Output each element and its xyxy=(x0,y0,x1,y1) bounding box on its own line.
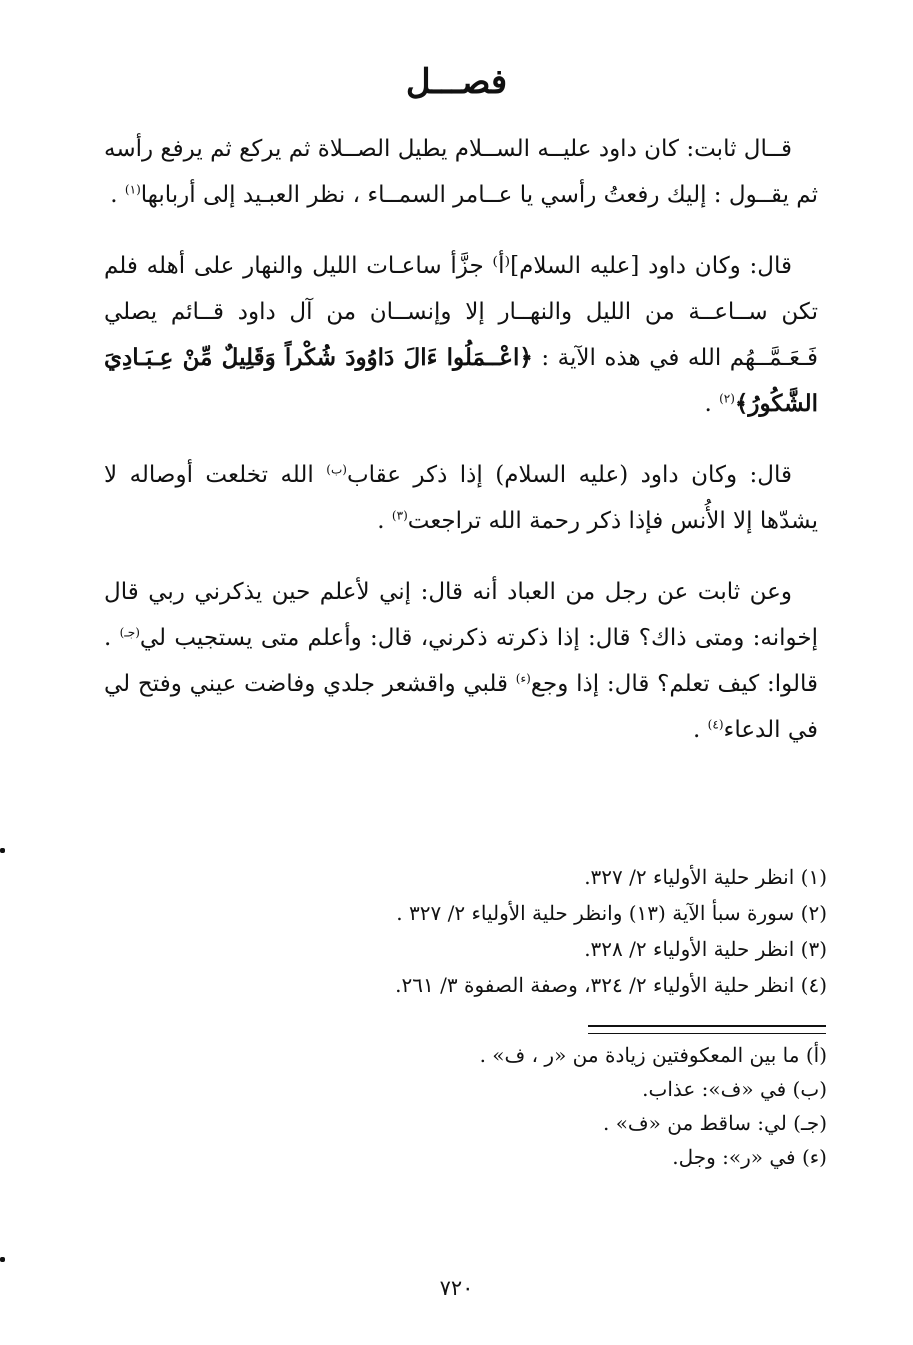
footnote-3: (٣) انظر حلية الأولياء ٢/ ٣٢٨. xyxy=(584,937,827,961)
footnote-4: (٤) انظر حلية الأولياء ٢/ ٣٢٤، وصفة الصفوة ٣/ ٢٦١. xyxy=(395,973,827,997)
footnote-marker: (١) xyxy=(124,182,141,197)
variant-marker: (ء) xyxy=(515,671,531,686)
main-text xyxy=(104,126,818,778)
paragraph-text: قال: وكان داود [عليه السلام]⁽أ⁾ جزَّأ ساعـات الليل والنهار على أهله فلم تكن ســاعــة من الليل والنهــار إلا وإنســان من آل داود قــائم يصلي فَـعَـمَّــهُم الله في هذه الآية : xyxy=(104,253,818,371)
scan-mark xyxy=(0,1257,5,1262)
footnote-1: (١) انظر حلية الأولياء ٢/ ٣٢٧. xyxy=(584,865,827,889)
variant-marker: (ب) xyxy=(326,462,347,477)
section-title: فصـــل xyxy=(405,62,508,102)
footnotes xyxy=(300,859,827,1003)
divider-rule xyxy=(588,1033,826,1034)
paragraph-end: . xyxy=(110,182,125,208)
quran-verse: ﴿اعْــمَلُوا ءَالَ دَاوُودَ شُكْراً وَقَلِيلٌ مِّنْ عِـبَـادِيَ الشَّكُورُ﴾ xyxy=(104,344,818,417)
scan-mark xyxy=(0,848,5,853)
footnote-2: (٢) سورة سبأ الآية (١٣) وانظر حلية الأولياء ٢/ ٣٢٧ . xyxy=(396,901,827,925)
footnote-marker: (٤) xyxy=(707,717,724,732)
paragraph-1 xyxy=(104,126,818,218)
page-number: ٧٢٠ xyxy=(439,1276,474,1300)
variant-marker: (جـ) xyxy=(119,625,140,640)
paragraph-text: الله تخلعت أوصاله لا يشدّها إلا الأُنس فإذا ذكر رحمة الله تراجعت xyxy=(104,462,818,534)
variant-note-c: (جـ) لي: ساقط من «ف» . xyxy=(602,1111,827,1135)
divider-rule xyxy=(588,1025,826,1027)
variant-note-d: (ء) في «ر»: وجل. xyxy=(672,1145,827,1169)
paragraph-3 xyxy=(104,452,818,544)
paragraph-end: . xyxy=(704,391,720,417)
paragraph-4 xyxy=(104,569,818,753)
paragraph-text: قلبي واقشعر جلدي وفاضت عيني وفتح لي في الدعاء xyxy=(104,671,818,743)
paragraph-text: وعن ثابت عن رجل من العباد أنه قال: إني لأعلم حين يذكرني ربي قال إخوانه: ومتى ذاك؟ قال: إذا ذكرته ذكرني، قال: وأعلم متى يستجيب لي xyxy=(104,579,818,651)
paragraph-end: . xyxy=(693,717,708,743)
variant-note-a: (أ) ما بين المعكوفتين زيادة من «ر ، ف» . xyxy=(479,1043,827,1067)
paragraph-2 xyxy=(104,243,818,427)
paragraph-text: قال: وكان داود (عليه السلام) إذا ذكر عقاب xyxy=(346,462,792,488)
paragraph-text: . قالوا: كيف تعلم؟ قال: إذا وجع xyxy=(104,625,819,697)
variant-note-b: (ب) في «ف»: عذاب. xyxy=(642,1077,827,1101)
variant-notes xyxy=(420,1038,827,1174)
footnote-marker: (٣) xyxy=(391,508,408,523)
footnote-marker: (٢) xyxy=(719,391,735,406)
paragraph-end: . xyxy=(377,508,392,534)
paragraph-text: قــال ثابت: كان داود عليــه الســلام يطيل الصــلاة ثم يركع ثم يرفع رأسه ثم يقــول : إليك رفعتُ رأسي يا عــامر السمــاء ، نظر العبـيد إلى أربابها xyxy=(104,136,818,208)
